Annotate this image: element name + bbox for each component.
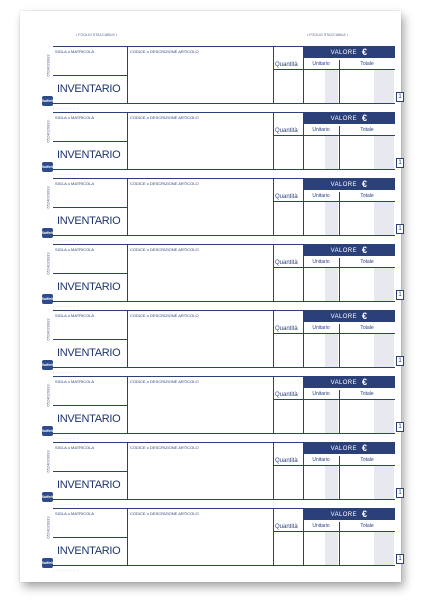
value-header — [303, 113, 395, 124]
inventory-slip — [20, 442, 401, 508]
sigla-label: SIGLA o MATRICOLA — [55, 511, 95, 516]
unit-cents-shade — [325, 532, 338, 565]
dotted-line: - - - - - - - - — [53, 171, 79, 176]
unit-cents-shade — [325, 400, 338, 433]
slip-title: INVENTARIO — [57, 149, 121, 161]
unit-cents-shade — [325, 268, 338, 301]
total-label: Totale — [360, 127, 374, 133]
total-label: Totale — [360, 325, 374, 331]
dotted-line: - - - - - - - - — [53, 105, 79, 110]
row-divider — [53, 75, 127, 76]
form-code — [44, 114, 52, 152]
slip-table — [53, 508, 395, 566]
slip-title: INVENTARIO — [57, 479, 121, 491]
value-label: VALORE — [330, 181, 357, 188]
copy-number: 1 — [396, 554, 404, 564]
slip-title: INVENTARIO — [57, 545, 121, 557]
column-divider — [273, 311, 274, 367]
value-header — [303, 377, 395, 388]
column-divider — [127, 509, 128, 565]
perforation-label-left: • FOGLIO STACCABILE • — [76, 33, 118, 37]
total-label: Totale — [360, 259, 374, 265]
quantity-label: Quantità — [275, 194, 298, 200]
euro-icon: € — [361, 245, 368, 255]
form-code-text: 6524020033 — [45, 318, 51, 341]
row-divider — [53, 471, 127, 472]
total-label: Totale — [360, 193, 374, 199]
slip-table — [53, 310, 395, 368]
quantity-label: Quantità — [275, 128, 298, 134]
description-label: CODICE o DESCRIZIONE ARTICOLO — [130, 247, 199, 252]
column-divider — [127, 245, 128, 301]
form-code — [44, 48, 52, 86]
value-header — [303, 47, 395, 58]
column-divider — [273, 113, 274, 169]
value-label: VALORE — [330, 445, 357, 452]
total-label: Totale — [360, 457, 374, 463]
value-header — [303, 443, 395, 454]
slip-title: INVENTARIO — [57, 347, 121, 359]
form-code — [44, 312, 52, 350]
form-code-text: 6524020033 — [45, 252, 51, 275]
column-divider — [127, 311, 128, 367]
quantity-label: Quantità — [275, 458, 298, 464]
description-label: CODICE o DESCRIZIONE ARTICOLO — [130, 49, 199, 54]
form-sheet — [20, 11, 401, 582]
slip-table — [53, 178, 395, 236]
quantity-label: Quantità — [275, 62, 298, 68]
brand-logo: Buffetti — [42, 426, 53, 436]
value-label: VALORE — [330, 313, 357, 320]
copy-number: 1 — [396, 488, 404, 498]
euro-icon: € — [361, 377, 368, 387]
slip-table — [53, 244, 395, 302]
total-cents-shade — [374, 70, 394, 103]
perforation-label-right: • FOGLIO STACCABILE • — [307, 33, 349, 37]
brand-logo: Buffetti — [42, 558, 53, 568]
value-header — [303, 245, 395, 256]
perforation-label-text: FOGLIO STACCABILE — [78, 33, 115, 37]
total-cents-shade — [374, 136, 394, 169]
column-divider — [127, 113, 128, 169]
unit-label: Unitario — [312, 325, 330, 331]
description-label: CODICE o DESCRIZIONE ARTICOLO — [130, 115, 199, 120]
slip-table — [53, 46, 395, 104]
column-divider — [273, 179, 274, 235]
sigla-label: SIGLA o MATRICOLA — [55, 445, 95, 450]
column-divider — [273, 47, 274, 103]
euro-icon: € — [361, 47, 368, 57]
sigla-label: SIGLA o MATRICOLA — [55, 313, 95, 318]
copy-number: 1 — [396, 92, 404, 102]
dotted-line: - - - - - - - - — [53, 567, 79, 572]
total-cents-shade — [374, 532, 394, 565]
sigla-label: SIGLA o MATRICOLA — [55, 115, 95, 120]
slip-title: INVENTARIO — [57, 83, 121, 95]
unit-label: Unitario — [312, 391, 330, 397]
value-label: VALORE — [330, 115, 357, 122]
copy-number: 1 — [396, 356, 404, 366]
form-code-text: 6524020033 — [45, 516, 51, 539]
column-divider — [273, 377, 274, 433]
slip-table — [53, 376, 395, 434]
euro-icon: € — [361, 443, 368, 453]
total-cents-shade — [374, 334, 394, 367]
description-label: CODICE o DESCRIZIONE ARTICOLO — [130, 379, 199, 384]
inventory-slip — [20, 376, 401, 442]
dotted-line: - - - - - - - - — [53, 435, 79, 440]
euro-icon: € — [361, 179, 368, 189]
total-label: Totale — [360, 391, 374, 397]
form-code — [44, 510, 52, 548]
value-header — [303, 509, 395, 520]
unit-label: Unitario — [312, 457, 330, 463]
brand-logo: Buffetti — [42, 96, 53, 106]
row-divider — [53, 405, 127, 406]
brand-logo: Buffetti — [42, 294, 53, 304]
column-divider — [273, 245, 274, 301]
unit-label: Unitario — [312, 523, 330, 529]
total-label: Totale — [360, 61, 374, 67]
form-code-text: 6524020033 — [45, 384, 51, 407]
copy-number: 1 — [396, 224, 404, 234]
value-header — [303, 179, 395, 190]
column-divider — [273, 443, 274, 499]
form-code-text: 6524020033 — [45, 120, 51, 143]
description-label: CODICE o DESCRIZIONE ARTICOLO — [130, 313, 199, 318]
form-code — [44, 246, 52, 284]
copy-number: 1 — [396, 422, 404, 432]
value-header — [303, 311, 395, 322]
inventory-slip — [20, 310, 401, 376]
slip-title: INVENTARIO — [57, 413, 121, 425]
sigla-label: SIGLA o MATRICOLA — [55, 49, 95, 54]
description-label: CODICE o DESCRIZIONE ARTICOLO — [130, 511, 199, 516]
copy-number: 1 — [396, 158, 404, 168]
column-divider — [127, 443, 128, 499]
inventory-slip — [20, 244, 401, 310]
brand-logo: Buffetti — [42, 360, 53, 370]
dotted-line: - - - - - - - - — [53, 369, 79, 374]
inventory-slip — [20, 178, 401, 244]
perforation-label-text: FOGLIO STACCABILE — [309, 33, 346, 37]
quantity-label: Quantità — [275, 260, 298, 266]
perforation-labels — [20, 33, 401, 41]
value-label: VALORE — [330, 49, 357, 56]
value-label: VALORE — [330, 511, 357, 518]
unit-label: Unitario — [312, 61, 330, 67]
column-divider — [127, 47, 128, 103]
unit-cents-shade — [325, 70, 338, 103]
form-code — [44, 444, 52, 482]
total-cents-shade — [374, 268, 394, 301]
form-code — [44, 180, 52, 218]
dotted-line: - - - - - - - - — [53, 237, 79, 242]
total-cents-shade — [374, 400, 394, 433]
euro-icon: € — [361, 311, 368, 321]
sigla-label: SIGLA o MATRICOLA — [55, 247, 95, 252]
value-label: VALORE — [330, 379, 357, 386]
form-code-text: 6524020033 — [45, 186, 51, 209]
euro-icon: € — [361, 509, 368, 519]
column-divider — [127, 377, 128, 433]
description-label: CODICE o DESCRIZIONE ARTICOLO — [130, 445, 199, 450]
euro-icon: € — [361, 113, 368, 123]
unit-cents-shade — [325, 136, 338, 169]
row-divider — [53, 141, 127, 142]
brand-logo: Buffetti — [42, 162, 53, 172]
unit-cents-shade — [325, 334, 338, 367]
row-divider — [53, 207, 127, 208]
slip-table — [53, 112, 395, 170]
unit-cents-shade — [325, 202, 338, 235]
unit-label: Unitario — [312, 193, 330, 199]
inventory-slip — [20, 46, 401, 112]
row-divider — [53, 339, 127, 340]
quantity-label: Quantità — [275, 326, 298, 332]
form-code-text: 6524020033 — [45, 450, 51, 473]
inventory-slip — [20, 112, 401, 178]
total-label: Totale — [360, 523, 374, 529]
row-divider — [53, 537, 127, 538]
unit-cents-shade — [325, 466, 338, 499]
column-divider — [273, 509, 274, 565]
form-code-text: 6524020033 — [45, 54, 51, 77]
sigla-label: SIGLA o MATRICOLA — [55, 379, 95, 384]
column-divider — [127, 179, 128, 235]
description-label: CODICE o DESCRIZIONE ARTICOLO — [130, 181, 199, 186]
dotted-line: - - - - - - - - — [53, 501, 79, 506]
copy-number: 1 — [396, 290, 404, 300]
form-code — [44, 378, 52, 416]
slip-title: INVENTARIO — [57, 281, 121, 293]
total-cents-shade — [374, 466, 394, 499]
unit-label: Unitario — [312, 259, 330, 265]
dotted-line: - - - - - - - - — [53, 303, 79, 308]
sigla-label: SIGLA o MATRICOLA — [55, 181, 95, 186]
row-divider — [53, 273, 127, 274]
slip-title: INVENTARIO — [57, 215, 121, 227]
value-label: VALORE — [330, 247, 357, 254]
brand-logo: Buffetti — [42, 228, 53, 238]
quantity-label: Quantità — [275, 524, 298, 530]
unit-label: Unitario — [312, 127, 330, 133]
slip-table — [53, 442, 395, 500]
total-cents-shade — [374, 202, 394, 235]
inventory-slip — [20, 508, 401, 574]
quantity-label: Quantità — [275, 392, 298, 398]
brand-logo: Buffetti — [42, 492, 53, 502]
